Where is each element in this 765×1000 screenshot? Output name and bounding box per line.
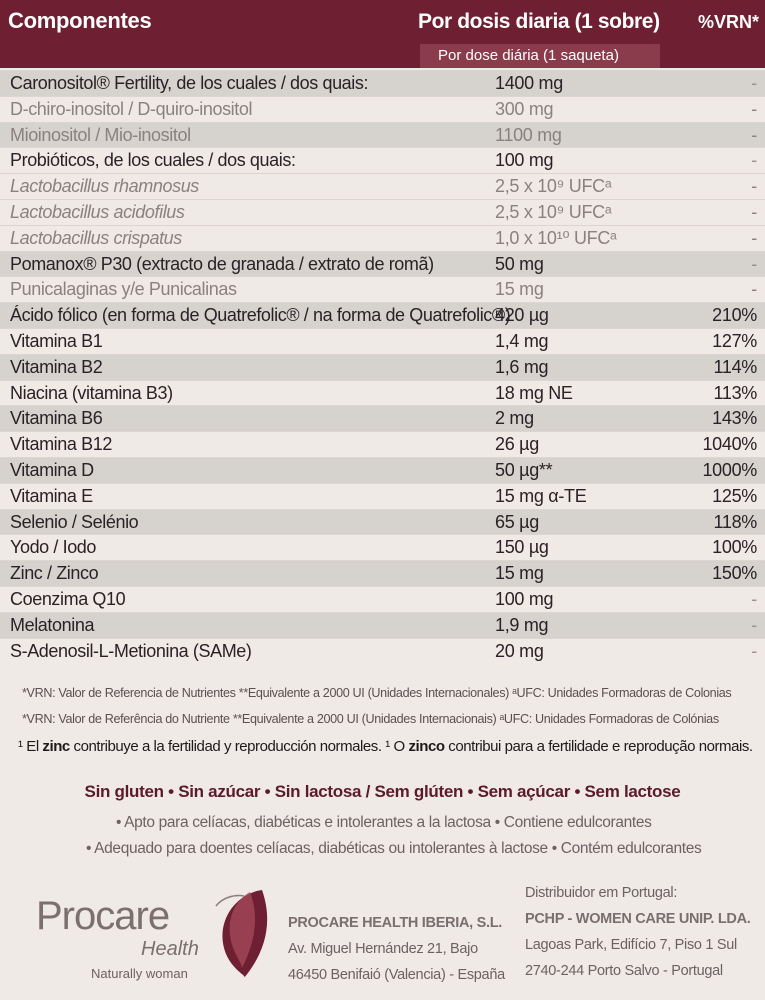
row-name: Selenio / Selénio	[10, 511, 139, 532]
table-row	[0, 560, 765, 586]
row-name: Vitamina B1	[10, 330, 103, 351]
manufacturer-block	[288, 910, 505, 988]
row-dose: 1,0 x 10¹⁰ UFCᵃ	[495, 227, 617, 248]
row-name: Lactobacillus acidofilus	[10, 201, 185, 222]
row-dose: 150 µg	[495, 537, 549, 558]
row-name: Mioinositol / Mio-inositol	[10, 124, 191, 145]
row-dose: 100 mg	[495, 150, 554, 171]
table-row	[0, 251, 765, 277]
row-vrn: 127%	[712, 330, 757, 351]
table-header	[0, 0, 765, 68]
row-name: Ácido fólico (en forma de Quatrefolic® / na forma de Quatrefolic®)	[10, 305, 511, 326]
row-dose: 1,9 mg	[495, 614, 549, 635]
free-from-claims: Sin gluten • Sin azúcar • Sin lactosa / Sem glúten • Sem açúcar • Sem lactose	[84, 782, 681, 801]
row-vrn: 114%	[713, 356, 757, 377]
table-row	[0, 612, 765, 638]
row-dose: 300 mg	[495, 98, 554, 119]
row-name: Vitamina D	[10, 459, 94, 480]
row-name: Pomanox® P30 (extracto de granada / extrato de romã)	[10, 253, 434, 274]
row-name: S-Adenosil-L-Metionina (SAMe)	[10, 640, 252, 661]
logo-wordmark: Procare	[36, 894, 170, 938]
row-name: Caronositol® Fertility, de los cuales / dos quais:	[10, 73, 369, 93]
row-dose: 2,5 x 10⁹ UFCᵃ	[495, 201, 612, 222]
row-vrn: -	[751, 279, 757, 300]
distributor-address-1: Lagoas Park, Edifício 7, Piso 1 Sul	[525, 937, 737, 953]
zinc-claim-mid: contribuye a la fertilidad y reproducción normales. ¹ O	[69, 738, 409, 755]
table-row	[0, 457, 765, 483]
row-dose: 20 mg	[495, 640, 544, 661]
row-dose: 65 µg	[495, 511, 539, 532]
row-vrn: 118%	[713, 511, 757, 532]
zinc-claim	[18, 738, 753, 755]
table-row	[0, 405, 765, 431]
row-name: Vitamina B2	[10, 356, 103, 377]
table-row	[0, 328, 765, 354]
suitability-note-es: • Apto para celíacas, diabéticas e intolerantes a la lactosa • Contiene edulcorantes	[116, 814, 652, 831]
distributor-name: PCHP - WOMEN CARE UNIP. LDA.	[525, 911, 751, 927]
table-row	[0, 509, 765, 535]
row-name: Zinc / Zinco	[10, 563, 99, 584]
row-vrn: -	[751, 640, 757, 661]
header-dose: Por dosis diaria (1 sobre)	[418, 10, 660, 33]
nutrition-table	[0, 70, 765, 663]
footnote-pt: *VRN: Valor de Referência do Nutriente **Equivalente a 2000 UI (Unidades Internacionais) ᵃUFC: Unidades Formadoras de Colónias	[22, 712, 719, 726]
table-row	[0, 70, 765, 96]
row-vrn: -	[751, 73, 757, 93]
row-vrn: 143%	[712, 408, 757, 429]
row-vrn: -	[751, 98, 757, 119]
row-vrn: 1000%	[702, 459, 757, 480]
header-dose-pt: Por dose diária (1 saqueta)	[420, 44, 660, 68]
row-name: Niacina (vitamina B3)	[10, 382, 173, 403]
row-vrn: -	[751, 227, 757, 248]
table-row	[0, 122, 765, 148]
header-vrn: %VRN*	[698, 12, 760, 32]
table-row	[0, 225, 765, 251]
row-dose: 420 µg	[495, 305, 549, 326]
suitability-note-pt: • Adequado para doentes celíacas, diabéticas ou intolerantes à lactose • Contém edulcorantes	[86, 840, 702, 857]
manufacturer-address-2: 46450 Benifaió (Valencia) - España	[288, 967, 505, 983]
row-name: Yodo / Iodo	[10, 537, 97, 558]
row-vrn: 113%	[713, 382, 757, 403]
table-row	[0, 638, 765, 664]
table-row	[0, 173, 765, 199]
table-row	[0, 276, 765, 302]
table-row	[0, 354, 765, 380]
table-row	[0, 96, 765, 122]
row-vrn: 125%	[712, 485, 757, 506]
row-name: Punicalaginas y/e Punicalinas	[10, 279, 237, 300]
table-row	[0, 302, 765, 328]
logo-tagline: Naturally woman	[91, 966, 188, 981]
row-vrn: 150%	[712, 563, 757, 584]
row-name: Vitamina B12	[10, 434, 112, 455]
distributor-address-2: 2740-244 Porto Salvo - Portugal	[525, 963, 723, 979]
row-name: Lactobacillus rhamnosus	[10, 176, 199, 197]
row-dose: 1400 mg	[495, 73, 563, 93]
manufacturer-address-1: Av. Miguel Hernández 21, Bajo	[288, 941, 478, 957]
row-name: Melatonina	[10, 614, 95, 635]
table-row	[0, 147, 765, 173]
distributor-block	[525, 880, 751, 984]
zinc-claim-word-pt: zinco	[408, 738, 445, 755]
row-dose: 2,5 x 10⁹ UFCᵃ	[495, 176, 612, 197]
row-dose: 50 µg**	[495, 459, 553, 480]
row-vrn: 210%	[712, 305, 757, 326]
manufacturer-name: PROCARE HEALTH IBERIA, S.L.	[288, 915, 502, 931]
row-vrn: -	[751, 588, 757, 609]
table-row	[0, 534, 765, 560]
footnote-es: *VRN: Valor de Referencia de Nutrientes **Equivalente a 2000 UI (Unidades Internacionales) ᵃUFC: Unidades Formadoras de Colonias	[22, 686, 732, 700]
swirl-logo-icon	[204, 884, 276, 980]
row-name: D-chiro-inositol / D-quiro-inositol	[10, 98, 253, 119]
zinc-claim-post: contribui para a fertilidade e reprodução normais.	[444, 738, 753, 755]
zinc-claim-word-es: zinc	[42, 738, 70, 755]
row-dose: 15 mg α-TE	[495, 485, 587, 506]
row-vrn: -	[751, 176, 757, 197]
row-vrn: -	[751, 253, 757, 274]
row-dose: 1,6 mg	[495, 356, 549, 377]
row-dose: 1,4 mg	[495, 330, 549, 351]
row-dose: 1100 mg	[495, 124, 562, 145]
logo-health: Health	[141, 938, 199, 960]
row-vrn: -	[751, 124, 757, 145]
header-components: Componentes	[8, 8, 152, 33]
row-vrn: 1040%	[702, 434, 757, 455]
row-dose: 15 mg	[495, 563, 544, 584]
row-dose: 15 mg	[495, 279, 544, 300]
table-row	[0, 199, 765, 225]
row-vrn: -	[751, 614, 757, 635]
table-row	[0, 380, 765, 406]
row-dose: 50 mg	[495, 253, 544, 274]
row-dose: 2 mg	[495, 408, 534, 429]
row-dose: 18 mg NE	[495, 382, 573, 403]
table-row	[0, 483, 765, 509]
row-vrn: -	[751, 201, 757, 222]
zinc-claim-pre: ¹ El	[18, 738, 43, 755]
row-vrn: 100%	[712, 537, 757, 558]
row-dose: 26 µg	[495, 434, 539, 455]
table-row	[0, 586, 765, 612]
row-name: Probióticos, de los cuales / dos quais:	[10, 150, 296, 171]
procare-logo	[36, 880, 276, 990]
row-name: Vitamina E	[10, 485, 93, 506]
row-vrn: -	[751, 150, 757, 171]
row-dose: 100 mg	[495, 588, 554, 609]
table-row	[0, 431, 765, 457]
row-name: Vitamina B6	[10, 408, 103, 429]
row-name: Lactobacillus crispatus	[10, 227, 182, 248]
distributor-label: Distribuidor em Portugal:	[525, 885, 678, 901]
row-name: Coenzima Q10	[10, 588, 126, 609]
